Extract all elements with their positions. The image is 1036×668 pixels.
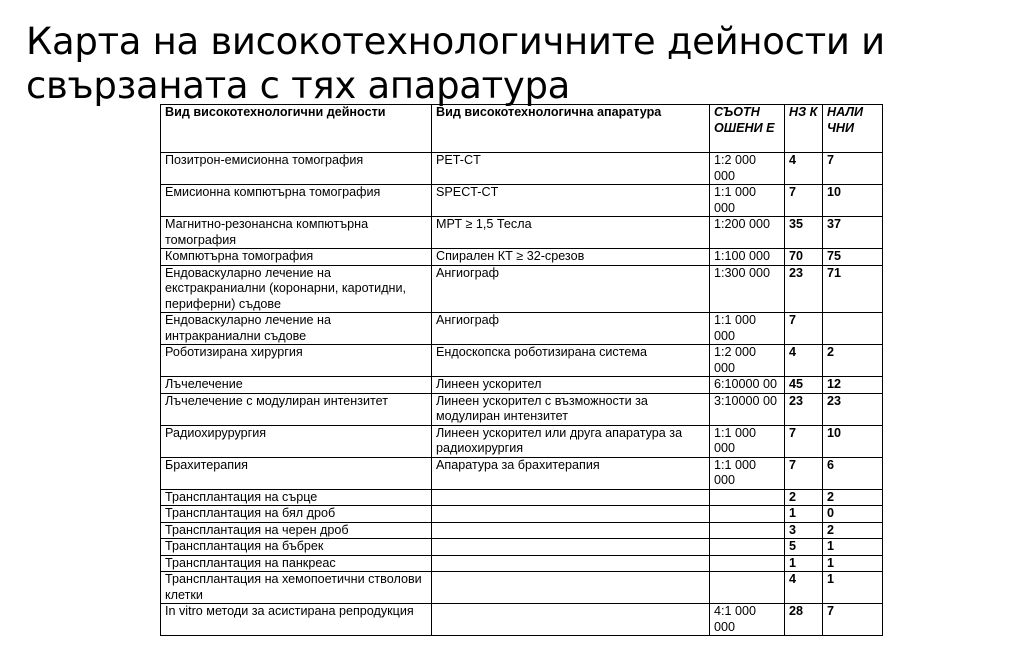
cell-ratio [710,555,785,572]
cell-available: 7 [823,153,883,185]
cell-available: 2 [823,489,883,506]
table-body [161,153,883,636]
header-available: НАЛИ ЧНИ [823,105,883,153]
cell-activity: Трансплантация на черен дроб [161,522,432,539]
table-row [161,217,883,249]
cell-ratio: 1:100 000 [710,249,785,266]
cell-activity: Трансплантация на панкреас [161,555,432,572]
cell-activity: Емисионна компютърна томография [161,185,432,217]
cell-available: 12 [823,377,883,394]
header-ratio: СЪОТН ОШЕНИ Е [710,105,785,153]
cell-nzk: 70 [785,249,823,266]
cell-ratio: 1:1 000 000 [710,425,785,457]
cell-equipment [432,539,710,556]
cell-ratio: 1:200 000 [710,217,785,249]
table-row [161,572,883,604]
cell-nzk: 45 [785,377,823,394]
cell-equipment [432,506,710,523]
cell-ratio: 1:2 000 000 [710,153,785,185]
cell-available: 71 [823,265,883,313]
cell-equipment: Линеен ускорител [432,377,710,394]
cell-ratio: 1:2 000 000 [710,345,785,377]
cell-activity: Роботизирана хирургия [161,345,432,377]
cell-available: 0 [823,506,883,523]
activities-table [160,104,883,636]
table-row [161,604,883,636]
table-row [161,313,883,345]
cell-nzk: 23 [785,393,823,425]
cell-available: 10 [823,425,883,457]
cell-equipment: Апаратура за брахитерапия [432,457,710,489]
cell-activity: Трансплантация на сърце [161,489,432,506]
cell-nzk: 7 [785,313,823,345]
cell-equipment [432,604,710,636]
cell-equipment: Ендоскопска роботизирана система [432,345,710,377]
table-row [161,345,883,377]
cell-activity: Позитрон-емисионна томография [161,153,432,185]
cell-activity: Лъчелечение [161,377,432,394]
header-equipment-type: Вид високотехнологична апаратура [432,105,710,153]
cell-ratio [710,489,785,506]
cell-activity: In vitro методи за асистирана репродукция [161,604,432,636]
cell-nzk: 4 [785,345,823,377]
cell-nzk: 2 [785,489,823,506]
cell-equipment: Спирален КТ ≥ 32-срезов [432,249,710,266]
cell-activity: Ендоваскуларно лечение на интракраниални съдове [161,313,432,345]
cell-activity: Лъчелечение с модулиран интензитет [161,393,432,425]
table-row [161,249,883,266]
table-header-row [161,105,883,153]
cell-ratio: 4:1 000 000 [710,604,785,636]
cell-nzk: 4 [785,153,823,185]
cell-equipment: МРТ ≥ 1,5 Тесла [432,217,710,249]
cell-available: 7 [823,604,883,636]
table-row [161,457,883,489]
cell-activity: Магнитно-резонансна компютърна томография [161,217,432,249]
cell-activity: Компютърна томография [161,249,432,266]
cell-available: 1 [823,555,883,572]
cell-ratio: 1:1 000 000 [710,457,785,489]
cell-ratio [710,539,785,556]
cell-available [823,313,883,345]
cell-available: 6 [823,457,883,489]
cell-available: 1 [823,572,883,604]
cell-nzk: 5 [785,539,823,556]
cell-ratio: 1:1 000 000 [710,313,785,345]
cell-activity: Ендоваскуларно лечение на екстракраниални (коронарни, каротидни, периферни) съдове [161,265,432,313]
table-row [161,185,883,217]
table-row [161,377,883,394]
table-row [161,393,883,425]
cell-ratio [710,572,785,604]
cell-available: 2 [823,522,883,539]
cell-equipment [432,555,710,572]
cell-nzk: 23 [785,265,823,313]
header-activity-type: Вид високотехнологични дейности [161,105,432,153]
cell-activity: Трансплантация на бъбрек [161,539,432,556]
activities-table-container [160,104,882,636]
cell-ratio: 1:300 000 [710,265,785,313]
cell-ratio: 6:10000 00 [710,377,785,394]
cell-equipment [432,522,710,539]
cell-nzk: 7 [785,425,823,457]
cell-activity: Трансплантация на бял дроб [161,506,432,523]
cell-activity: Радиохирурургия [161,425,432,457]
cell-equipment: SPECT-CT [432,185,710,217]
table-row [161,539,883,556]
cell-equipment: Линеен ускорител с възможности за модулиран интензитет [432,393,710,425]
cell-equipment: PET-CT [432,153,710,185]
cell-equipment: Линеен ускорител или друга апаратура за радиохирургия [432,425,710,457]
cell-available: 75 [823,249,883,266]
cell-nzk: 28 [785,604,823,636]
cell-activity: Брахитерапия [161,457,432,489]
cell-nzk: 7 [785,457,823,489]
cell-equipment: Ангиограф [432,313,710,345]
slide-title: Карта на високотехнологичните дейности и свързаната с тях апаратура [26,20,885,107]
table-row [161,425,883,457]
table-row [161,489,883,506]
cell-nzk: 1 [785,555,823,572]
cell-available: 2 [823,345,883,377]
cell-ratio [710,522,785,539]
cell-equipment [432,489,710,506]
cell-available: 10 [823,185,883,217]
cell-nzk: 3 [785,522,823,539]
cell-ratio [710,506,785,523]
cell-ratio: 3:10000 00 [710,393,785,425]
cell-available: 37 [823,217,883,249]
cell-activity: Трансплантация на хемопоетични стволови клетки [161,572,432,604]
cell-available: 1 [823,539,883,556]
cell-nzk: 1 [785,506,823,523]
table-row [161,265,883,313]
cell-ratio: 1:1 000 000 [710,185,785,217]
cell-available: 23 [823,393,883,425]
cell-nzk: 35 [785,217,823,249]
header-nzk: НЗ К [785,105,823,153]
cell-equipment [432,572,710,604]
cell-equipment: Ангиограф [432,265,710,313]
table-row [161,506,883,523]
cell-nzk: 7 [785,185,823,217]
table-row [161,522,883,539]
cell-nzk: 4 [785,572,823,604]
table-row [161,555,883,572]
table-row [161,153,883,185]
